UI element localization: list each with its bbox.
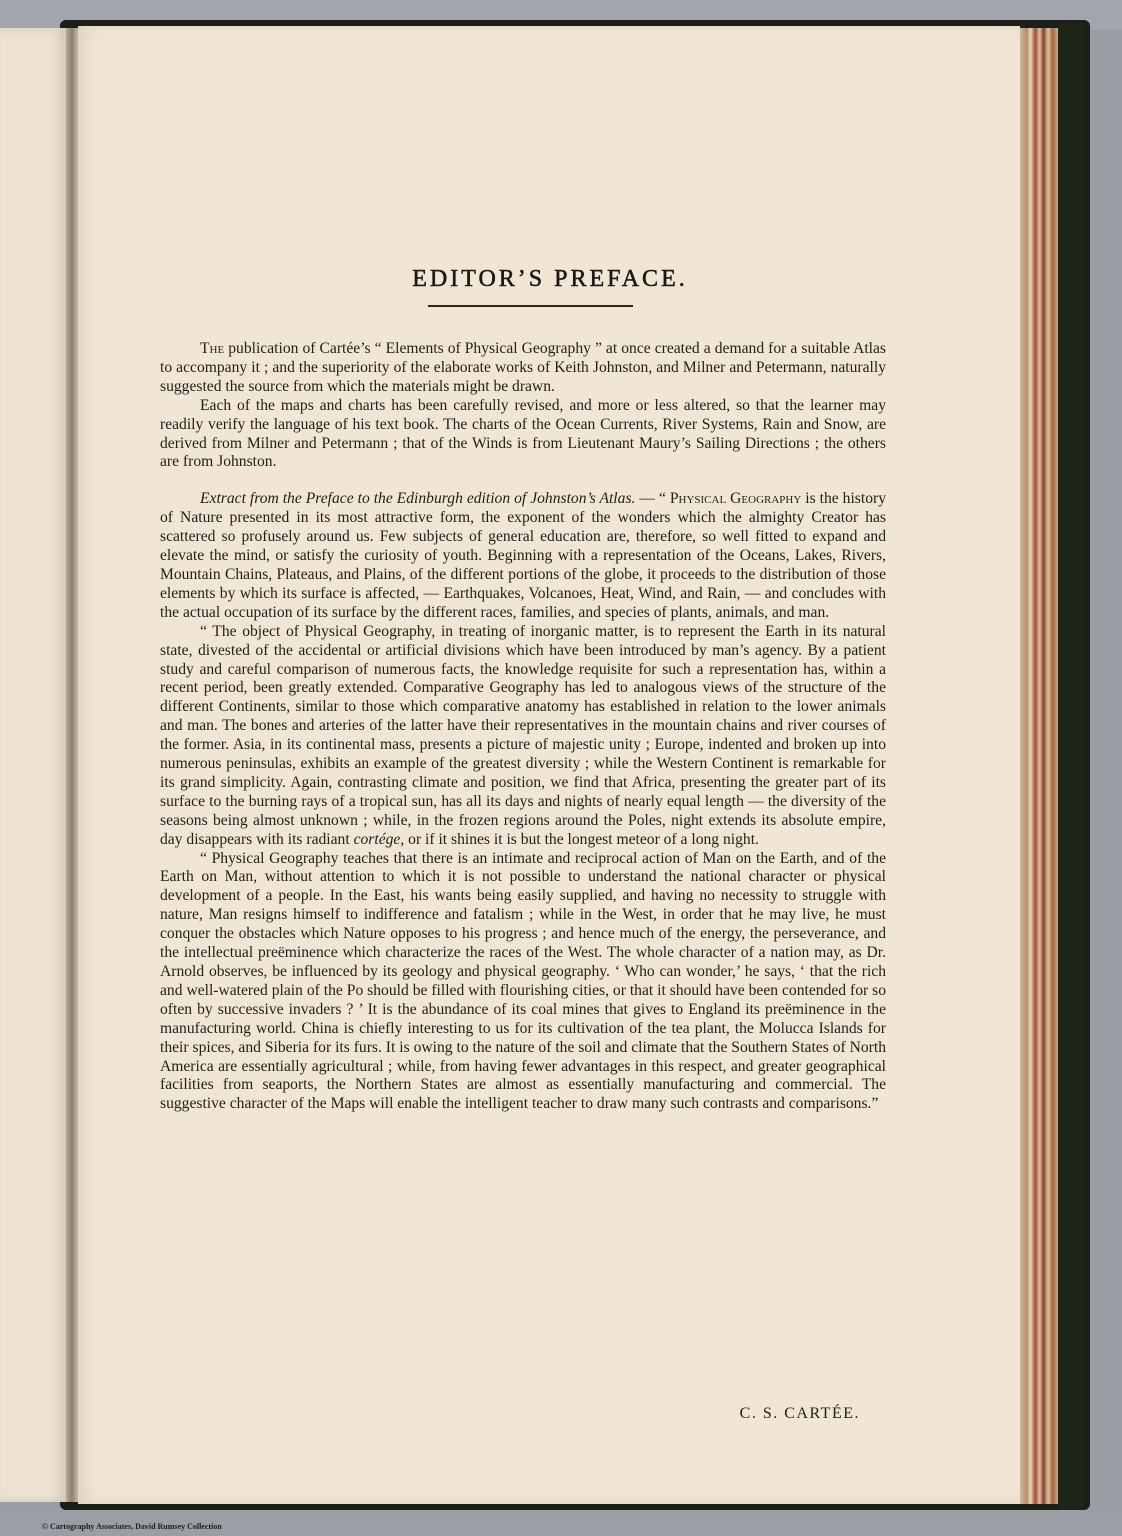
paragraph-text: “ The object of Physical Geography, in treating of inorganic matter, is to represent the Earth in its natural state, divested of the accidental or artificial divisions which have been introduced by man’s agency. By a patient study and careful comparison of numerous facts, the knowledge requisite for such a representation has, within a recent period, been greatly extended. Comparative Geography has led to analogous views of the structure of the different Continents, similar to those which comparative anatomy has established in relation to the lower animals and man. The bones and arteries of the latter have their representatives in the mountain chains and river courses of the former. Asia, in its continental mass, presents a picture of majestic unity ; Europe, indented and broken up into numerous peninsulas, exhibits an example of the greatest diversity ; while the Western Continent is remarkable for its grand simplicity. Again, contrasting climate and position, we find that Africa, presenting the greater part of its surface to the burning rays of a tropical sun, has all its days and nights of nearly equal length — the diversity of the seasons being almost unknown ; while, in the frozen regions around the Poles, night extends its absolute empire, day disappears with its radiant — [160, 622, 886, 848]
signature: C. S. CARTÉE. — [739, 1405, 860, 1422]
dash: — “ — [635, 490, 670, 508]
paragraph-3 — [160, 490, 886, 622]
paragraph-text: is the history of Nature presented in its most attractive form, the exponent of the wonders which the almighty Creator has scattered so profusely around us. Few subjects of general education are, therefore, so well fitted to expand and elevate the mind, or satisfy the curiosity of youth. Beginning with a representation of the Oceans, Lakes, Rivers, Mountain Chains, Plateaus, and Plains, of the different portions of the globe, it proceeds to the distribution of those elements by which its surface is affected, — Earthquakes, Volcanoes, Heat, Wind, and Rain, — and concludes with the actual occupation of its surface by the different races, families, and species of plants, animals, and man. — [160, 490, 886, 621]
paragraph-text: “ Physical Geography teaches that there is an intimate and reciprocal action of Man on the Earth, and of the Earth on Man, without attention to which it is not possible to understand the national character or physical development of a people. In the East, his wants being easily supplied, and having no necessity to struggle with nature, Man resigns himself to indifference and fatalism ; while in the West, in order that he may live, he must conquer the obstacles which Nature opposes to his progress ; and hence much of the energy, the perseverance, and the intellectual preëminence which characterize the races of the West. The whole character of a nation may, as Dr. Arnold observes, be influenced by its geology and physical geography. ‘ Who can wonder,’ he says, ‘ that the rich and well-watered plain of the Po should be filled with flourishing cities, or that it should have been contended for so often by successive invaders ? ’ It is the abundance of its coal mines that gives to England its preëminence in the manufacturing world. China is chiefly interesting to us for its cultivation of the tea plant, the Molucca Islands for their spices, and Siberia for its furs. It is owing to the nature of the soil and climate that the Southern States of North America are essentially agricultural ; while, from having fewer advantages in this respect, and greater geographical facilities from seaports, the Northern States are almost as essentially manufacturing and commercial. The suggestive character of the Maps will enable the intelligent teacher to draw many such contrasts and comparisons.” — [160, 849, 886, 1113]
paragraph-5 — [160, 850, 886, 1115]
preface-body — [160, 340, 886, 1114]
left-page — [0, 28, 66, 1502]
paragraph-text: , or if it shines it is but the longest meteor of a long night. — [400, 830, 759, 848]
paragraph-lead: The — [200, 340, 225, 357]
paragraph-2 — [160, 397, 886, 473]
page-title: EDITOR’S PREFACE. — [412, 266, 688, 293]
paragraph-text: publication of Cartée’s “ Elements of Physical Geography ” at once created a demand for a suitable Atlas to accompany it ; and the superiority of the elaborate works of Keith Johnston, and Milner and Petermann, naturally suggested the source from which the materials might be drawn. — [160, 340, 886, 395]
copyright-credit: © Cartography Associates, David Rumsey Collection — [42, 1522, 222, 1531]
extract-heading: Extract from the Preface to the Edinburgh edition of Johnston’s Atlas. — [200, 490, 636, 508]
page-edges — [1020, 28, 1058, 1504]
italic-word: cortége — [353, 830, 401, 848]
book-gutter — [66, 28, 78, 1502]
paragraph-1 — [160, 340, 886, 397]
paragraph-text: Each of the maps and charts has been carefully revised, and more or less altered, so that the learner may readily verify the language of his text book. The charts of the Ocean Currents, River Systems, Rain and Snow, are derived from Milner and Petermann ; that of the Winds is from Lieutenant Maury’s Sailing Directions ; the others are from Johnston. — [160, 396, 886, 471]
title-rule — [428, 305, 633, 307]
cover-edge — [1058, 22, 1084, 1510]
smallcaps-term: Physical Geography — [669, 490, 802, 508]
paragraph-4 — [160, 623, 886, 850]
